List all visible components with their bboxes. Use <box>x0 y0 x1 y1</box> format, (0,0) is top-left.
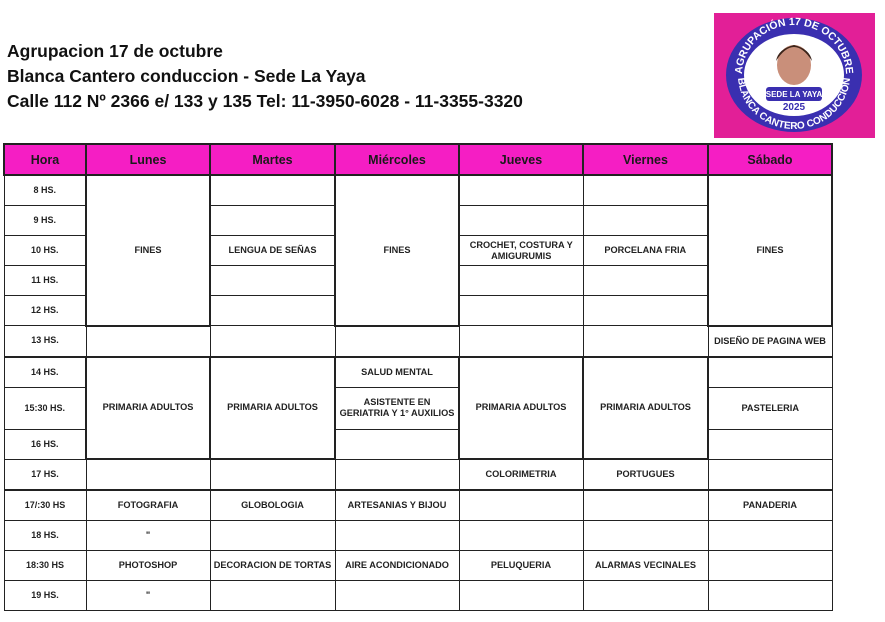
cell-miercoles-aire: AIRE ACONDICIONADO <box>335 551 459 581</box>
hour-cell: 12 HS. <box>4 296 86 326</box>
cell-empty <box>583 296 708 326</box>
logo-sede-text: SEDE LA YAYA <box>765 90 823 99</box>
header-address: Calle 112 Nº 2366 e/ 133 y 135 Tel: 11-3950-6028 - 11-3355-3320 <box>7 91 523 111</box>
cell-empty <box>459 266 583 296</box>
cell-empty <box>335 326 459 357</box>
cell-empty <box>708 459 832 490</box>
table-row <box>4 326 832 357</box>
cell-empty <box>335 459 459 490</box>
col-viernes: Viernes <box>583 144 708 175</box>
logo <box>714 13 875 138</box>
cell-empty <box>459 490 583 521</box>
cell-miercoles-salud: SALUD MENTAL <box>335 357 459 388</box>
header-row <box>4 144 832 175</box>
header-subtitle: Blanca Cantero conduccion - Sede La Yaya <box>7 66 366 86</box>
header <box>7 39 585 114</box>
cell-empty <box>210 326 335 357</box>
cell-empty <box>335 429 459 459</box>
table-row <box>4 459 832 490</box>
hour-cell: 18 HS. <box>4 521 86 551</box>
cell-viernes-alarmas: ALARMAS VECINALES <box>583 551 708 581</box>
cell-lunes-18-dash: " <box>86 521 210 551</box>
cell-empty <box>210 459 335 490</box>
cell-empty <box>708 581 832 611</box>
hour-cell: 17/:30 HS <box>4 490 86 521</box>
cell-miercoles-artesanias: ARTESANIAS Y BIJOU <box>335 490 459 521</box>
col-martes: Martes <box>210 144 335 175</box>
col-lunes: Lunes <box>86 144 210 175</box>
cell-sabado-panaderia: PANADERIA <box>708 490 832 521</box>
cell-martes-globologia: GLOBOLOGIA <box>210 490 335 521</box>
hour-cell: 11 HS. <box>4 266 86 296</box>
cell-empty <box>583 266 708 296</box>
cell-empty <box>335 581 459 611</box>
cell-martes-decoracion: DECORACION DE TORTAS <box>210 551 335 581</box>
cell-viernes-primaria: PRIMARIA ADULTOS <box>583 357 708 460</box>
cell-empty <box>459 326 583 357</box>
cell-empty <box>583 521 708 551</box>
cell-sabado-diseno: DISEÑO DE PAGINA WEB <box>708 326 832 357</box>
cell-empty <box>210 521 335 551</box>
col-sabado: Sábado <box>708 144 832 175</box>
hour-cell: 9 HS. <box>4 206 86 236</box>
cell-empty <box>708 521 832 551</box>
cell-empty <box>459 521 583 551</box>
logo-year-text: 2025 <box>782 102 806 113</box>
hour-cell: 14 HS. <box>4 357 86 388</box>
col-jueves: Jueves <box>459 144 583 175</box>
logo-bottom-arc-text: BLANCA CANTERO CONDUCCIÓN <box>735 77 853 133</box>
cell-empty <box>583 206 708 236</box>
cell-empty <box>86 459 210 490</box>
cell-martes-lengua: LENGUA DE SEÑAS <box>210 236 335 266</box>
logo-top-arc-text: AGRUPACIÓN 17 DE OCTUBRE <box>732 15 856 75</box>
cell-jueves-peluqueria: PELUQUERIA <box>459 551 583 581</box>
cell-lunes-photoshop: PHOTOSHOP <box>86 551 210 581</box>
cell-empty <box>708 429 832 459</box>
cell-sabado-fines: FINES <box>708 175 832 326</box>
table-row <box>4 357 832 388</box>
cell-empty <box>210 175 335 206</box>
hour-cell: 13 HS. <box>4 326 86 357</box>
table-row <box>4 521 832 551</box>
hour-cell: 19 HS. <box>4 581 86 611</box>
cell-empty <box>583 175 708 206</box>
hour-cell: 16 HS. <box>4 429 86 459</box>
cell-lunes-fines: FINES <box>86 175 210 326</box>
cell-viernes-porcelana: PORCELANA FRIA <box>583 236 708 266</box>
cell-lunes-primaria: PRIMARIA ADULTOS <box>86 357 210 460</box>
cell-miercoles-asistente: ASISTENTE EN GERIATRIA Y 1° AUXILIOS <box>335 387 459 429</box>
cell-empty <box>210 266 335 296</box>
cell-empty <box>459 296 583 326</box>
cell-jueves-colorimetria: COLORIMETRIA <box>459 459 583 490</box>
hour-cell: 17 HS. <box>4 459 86 490</box>
table-row <box>4 175 832 206</box>
hour-cell: 15:30 HS. <box>4 387 86 429</box>
cell-lunes-fotografia: FOTOGRAFIA <box>86 490 210 521</box>
cell-lunes-19-dash: " <box>86 581 210 611</box>
cell-jueves-primaria: PRIMARIA ADULTOS <box>459 357 583 460</box>
cell-empty <box>583 326 708 357</box>
cell-empty <box>210 296 335 326</box>
col-miercoles: Miércoles <box>335 144 459 175</box>
col-hora: Hora <box>4 144 86 175</box>
table-row <box>4 581 832 611</box>
cell-jueves-crochet: CROCHET, COSTURA Y AMIGURUMIS <box>459 236 583 266</box>
cell-empty <box>210 581 335 611</box>
cell-empty <box>210 206 335 236</box>
table-row <box>4 490 832 521</box>
header-title: Agrupacion 17 de octubre <box>7 41 223 61</box>
cell-viernes-portugues: PORTUGUES <box>583 459 708 490</box>
cell-sabado-pasteleria: PASTELERIA <box>708 387 832 429</box>
schedule-table <box>3 143 833 611</box>
cell-empty <box>583 581 708 611</box>
cell-miercoles-fines: FINES <box>335 175 459 326</box>
hour-cell: 18:30 HS <box>4 551 86 581</box>
cell-empty <box>708 357 832 388</box>
table-row <box>4 551 832 581</box>
cell-empty <box>86 326 210 357</box>
cell-martes-primaria: PRIMARIA ADULTOS <box>210 357 335 460</box>
cell-empty <box>708 551 832 581</box>
hour-cell: 8 HS. <box>4 175 86 206</box>
hour-cell: 10 HS. <box>4 236 86 266</box>
cell-empty <box>459 581 583 611</box>
cell-empty <box>335 521 459 551</box>
logo-graphic <box>714 13 875 138</box>
cell-empty <box>459 175 583 206</box>
cell-empty <box>583 490 708 521</box>
cell-empty <box>459 206 583 236</box>
